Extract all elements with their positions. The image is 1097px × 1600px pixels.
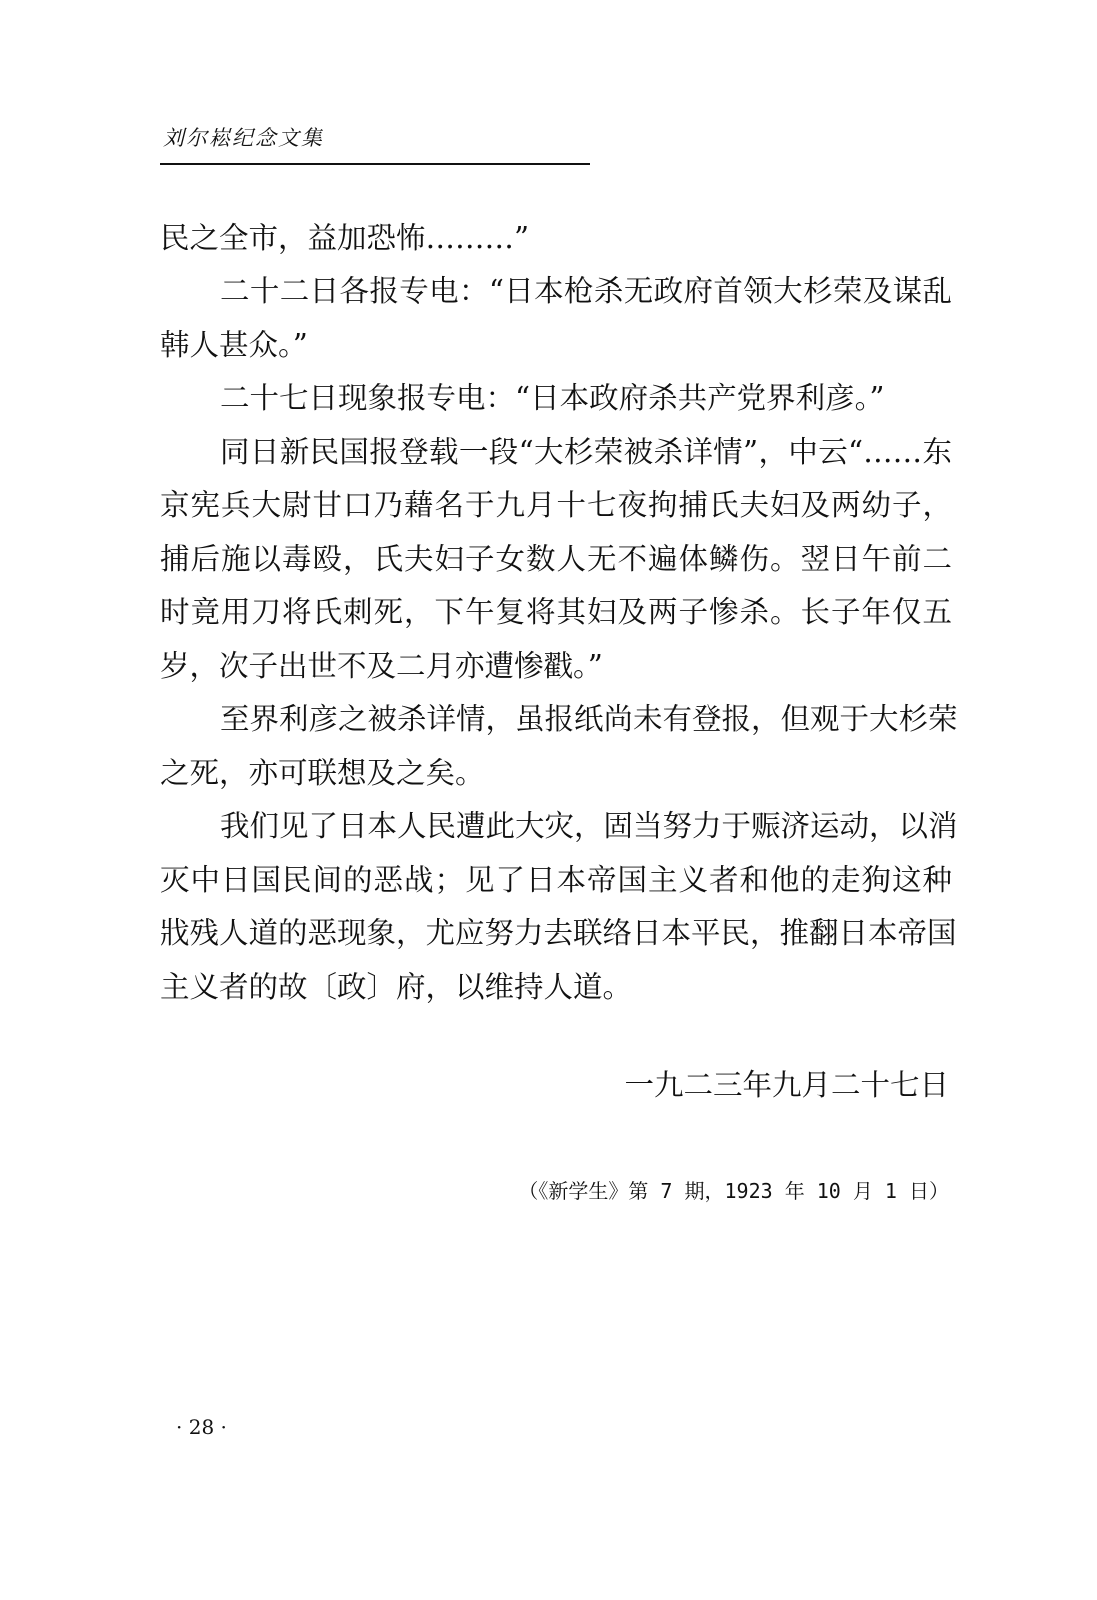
text-line: 京宪兵大尉甘口乃藉名于九月十七夜拘捕氏夫妇及两幼子， [160, 488, 952, 522]
header-rule [160, 163, 590, 165]
text-line: 之死，亦可联想及之矣。 [160, 756, 485, 790]
text-line: 捕后施以毒殴，氏夫妇子女数人无不遍体鳞伤。翌日午前二 [160, 542, 952, 576]
page-number: · 28 · [176, 1415, 227, 1439]
text-line: 灭中日国民间的恶战；见了日本帝国主义者和他的走狗这种 [160, 863, 952, 897]
text-line: 戕残人道的恶现象，尤应努力去联络日本平民，推翻日本帝国 [160, 916, 957, 950]
text-line: 韩人甚众。” [160, 328, 308, 362]
text-line: 主义者的故〔政〕府，以维持人道。 [160, 970, 633, 1004]
text-line: 时竟用刀将氏刺死，下午复将其妇及两子惨杀。长子年仅五 [160, 595, 952, 629]
text-line: 我们见了日本人民遭此大灾，固当努力于赈济运动，以消 [220, 809, 958, 843]
text-line: 岁，次子出世不及二月亦遭惨戳。” [160, 649, 603, 683]
text-line: 同日新民国报登载一段“大杉荣被杀详情”，中云“……东 [220, 435, 952, 469]
text-line: 二十七日现象报专电：“日本政府杀共产党界利彦。” [220, 381, 885, 415]
running-title: 刘尔崧纪念文集 [163, 126, 324, 150]
text-line: 民之全市，益加恐怖………” [160, 221, 530, 255]
text-line: 至界利彦之被杀详情，虽报纸尚未有登报，但观于大杉荣 [220, 702, 958, 736]
text-line: 二十二日各报专电：“日本枪杀无政府首领大杉荣及谋乱 [220, 274, 952, 308]
source-citation: （《新学生》第 7 期，1923 年 10 月 1 日） [518, 1179, 949, 1203]
date-line: 一九二三年九月二十七日 [624, 1068, 949, 1102]
